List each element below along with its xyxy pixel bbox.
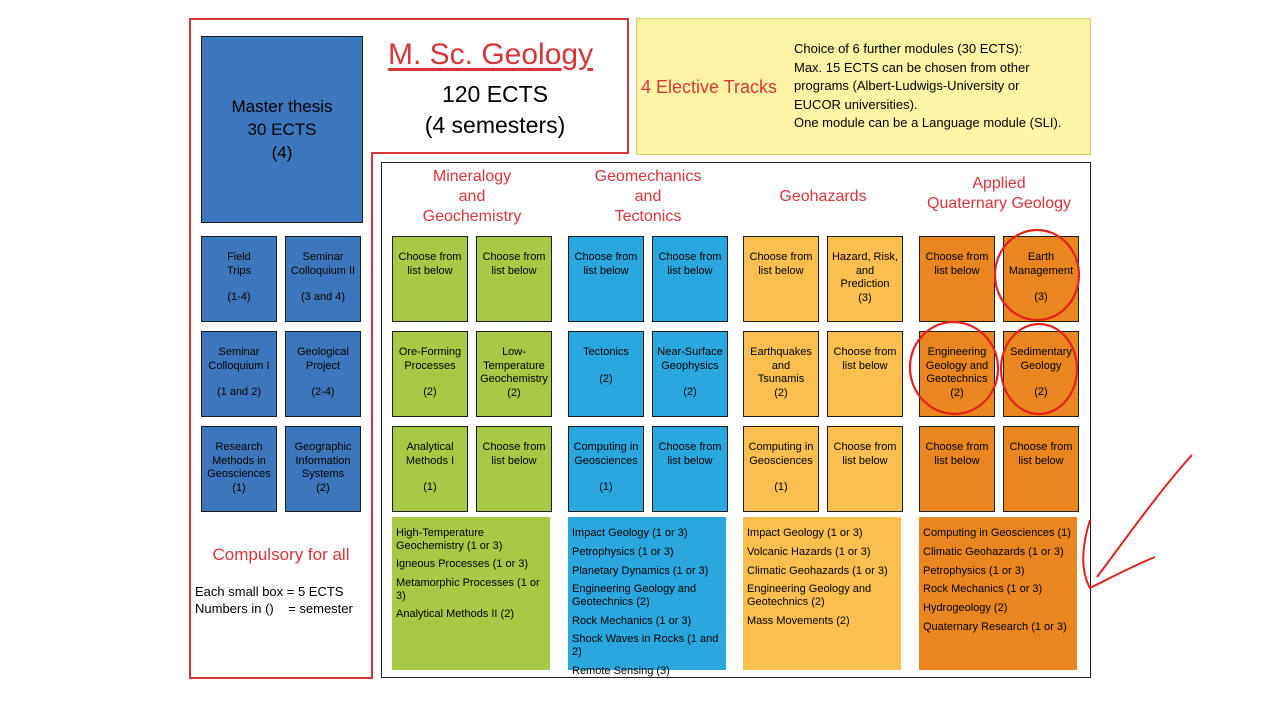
track-module-box xyxy=(743,331,819,417)
module-semester: (1) xyxy=(423,481,437,493)
module-name: Choose from list below xyxy=(574,251,638,277)
module-name: Choose from list below xyxy=(482,441,546,467)
module-semester: (3) xyxy=(858,291,872,304)
track-module-box xyxy=(476,331,552,417)
module-name: Choose from list below xyxy=(749,251,813,277)
list-item: Rock Mechanics (1 or 3) xyxy=(572,614,692,627)
list-item: Rock Mechanics (1 or 3) xyxy=(923,583,1043,596)
elective-line: Choice of 6 further modules (30 ECTS): xyxy=(794,41,1023,56)
elective-line: programs (Albert-Ludwigs-University or xyxy=(794,78,1020,93)
module-semester: (3) xyxy=(1034,291,1048,303)
module-name: Computing in Geosciences xyxy=(748,441,814,467)
module-name: Research Methods in Geosciences xyxy=(207,441,271,480)
compulsory-frame-divider xyxy=(371,152,629,154)
track-module-box xyxy=(919,426,995,512)
module-name: Hazard, Risk, and Prediction xyxy=(831,251,899,290)
module-semester: (2-4) xyxy=(311,386,335,398)
module-semester: (2) xyxy=(423,386,437,398)
elective-line: Max. 15 ECTS can be chosen from other xyxy=(794,59,1030,75)
module-name: Earthquakes and Tsunamis xyxy=(750,346,812,385)
list-item: Mass Movements (2) xyxy=(747,614,850,627)
track-module-box xyxy=(827,331,903,417)
module-name: Engineering Geology and Geotechnics xyxy=(925,346,989,385)
list-item: Igneous Processes (1 or 3) xyxy=(396,558,529,571)
thesis-ects: 30 ECTS xyxy=(247,120,317,139)
module-name: Seminar Colloquium I xyxy=(208,346,270,372)
track-module-box xyxy=(652,426,728,512)
track-module-box xyxy=(652,331,728,417)
legend-line: Each small box = 5 ECTS xyxy=(195,584,344,599)
track-title: Applied Quaternary Geology xyxy=(926,175,1072,212)
track-title: Mineralogy and Geochemistry xyxy=(422,168,522,225)
elective-title: 4 Elective Tracks xyxy=(641,77,778,97)
track-module-box xyxy=(1003,331,1079,417)
annotation-arrow-head xyxy=(1083,520,1155,588)
elective-description xyxy=(794,40,1061,133)
thesis-semester: (4) xyxy=(271,143,293,162)
module-semester: (2) xyxy=(507,386,521,399)
module-name: Sedimentary Geology xyxy=(1010,346,1072,372)
list-item: Petrophysics (1 or 3) xyxy=(572,545,674,558)
module-semester: (2) xyxy=(1034,386,1048,398)
list-item: Metamorphic Processes (1 or 3) xyxy=(396,577,540,602)
track-module-box xyxy=(827,426,903,512)
list-item: High-Temperature Geochemistry (1 or 3) xyxy=(396,527,503,552)
annotation-arrow-shaft xyxy=(1097,455,1192,577)
track-module-box xyxy=(919,331,995,417)
module-name: Tectonics xyxy=(583,346,629,358)
track-module-box xyxy=(743,236,819,322)
module-name: Computing in Geosciences xyxy=(573,441,639,467)
module-semester: (2) xyxy=(683,386,697,398)
module-name: Choose from list below xyxy=(658,441,722,467)
list-item: Hydrogeology (2) xyxy=(923,602,1008,615)
module-name: Choose from list below xyxy=(482,251,546,277)
list-item: Shock Waves in Rocks (1 and 2) xyxy=(572,633,719,658)
module-semester: (2) xyxy=(599,372,613,385)
module-name: Low- Temperature Geochemistry xyxy=(480,346,548,385)
program-title: M. Sc. Geology xyxy=(388,38,594,71)
module-semester: (1 and 2) xyxy=(216,386,262,398)
master-thesis-box xyxy=(201,36,363,223)
track-module-box xyxy=(652,236,728,322)
module-name: Ore-Forming Processes xyxy=(398,346,462,372)
module-name: Near-Surface Geophysics xyxy=(657,346,723,372)
list-item: Petrophysics (1 or 3) xyxy=(923,564,1025,577)
thesis-name: Master thesis xyxy=(231,97,333,116)
track-module-box xyxy=(568,236,644,322)
list-item: Impact Geology (1 or 3) xyxy=(747,527,863,539)
track-module-list xyxy=(568,517,726,677)
elective-info-box xyxy=(636,18,1091,155)
compulsory-module-box xyxy=(285,426,361,512)
track-module-box xyxy=(568,331,644,417)
track-title: Geohazards xyxy=(779,188,867,205)
compulsory-module-box xyxy=(201,331,277,417)
track-module-box xyxy=(392,236,468,322)
program-semesters: (4 semesters) xyxy=(424,112,566,138)
track-title: Geomechanics and Tectonics xyxy=(594,168,702,225)
list-item: Planetary Dynamics (1 or 3) xyxy=(572,564,709,577)
module-name: Choose from list below xyxy=(833,441,897,467)
module-semester: (2) xyxy=(774,386,788,399)
module-name: Seminar Colloquium II xyxy=(290,251,356,277)
module-semester: (1) xyxy=(232,481,246,494)
track-module-list xyxy=(392,517,550,670)
list-item: Engineering Geology and Geotechnics (2) xyxy=(747,583,872,608)
module-name: Earth Management xyxy=(1008,251,1074,277)
module-name: Choose from list below xyxy=(398,251,462,277)
compulsory-module-box xyxy=(285,236,361,322)
module-name: Choose from list below xyxy=(833,346,897,372)
program-ects xyxy=(380,79,610,141)
module-semester: (1) xyxy=(599,481,613,493)
track-module-list xyxy=(743,517,901,670)
module-semester: (2) xyxy=(950,386,964,399)
compulsory-module-box xyxy=(285,331,361,417)
list-item: Analytical Methods II (2) xyxy=(396,608,514,621)
track-module-box xyxy=(827,236,903,322)
list-item: Quaternary Research (1 or 3) xyxy=(923,620,1067,633)
track-module-box xyxy=(568,426,644,512)
module-semester: (1) xyxy=(774,481,788,493)
track-module-box xyxy=(476,236,552,322)
module-name: Choose from list below xyxy=(658,251,722,277)
module-semester: (2) xyxy=(316,481,330,494)
legend-line: Numbers in () = semester xyxy=(195,601,353,616)
legend xyxy=(195,583,353,617)
track-module-box xyxy=(392,426,468,512)
list-item: Engineering Geology and Geotechnics (2) xyxy=(572,583,697,608)
module-name: Choose from list below xyxy=(925,251,989,277)
module-name: Analytical Methods I xyxy=(405,441,455,467)
module-name: Choose from list below xyxy=(1009,441,1073,467)
list-item: Impact Geology (1 or 3) xyxy=(572,527,688,539)
compulsory-module-box xyxy=(201,236,277,322)
list-item: Computing in Geosciences (1) xyxy=(923,527,1071,539)
compulsory-module-box xyxy=(201,426,277,512)
module-name: Field Trips xyxy=(226,251,252,277)
track-module-list xyxy=(919,517,1077,670)
module-name: Geographic Information Systems xyxy=(294,441,352,480)
track-module-box xyxy=(1003,236,1079,322)
module-semester: (3 and 4) xyxy=(300,291,346,303)
track-module-box xyxy=(743,426,819,512)
track-module-box xyxy=(919,236,995,322)
list-item: Climatic Geohazards (1 or 3) xyxy=(923,545,1064,558)
program-ects-value: 120 ECTS xyxy=(441,81,549,107)
module-name: Geological Project xyxy=(297,346,349,372)
track-module-box xyxy=(392,331,468,417)
track-module-box xyxy=(1003,426,1079,512)
module-semester: (1-4) xyxy=(227,291,251,303)
module-name: Choose from list below xyxy=(925,441,989,467)
elective-line: One module can be a Language module (SLI). xyxy=(794,115,1062,130)
list-item: Volcanic Hazards (1 or 3) xyxy=(747,545,871,558)
compulsory-label: Compulsory for all xyxy=(212,545,350,564)
list-item: Climatic Geohazards (1 or 3) xyxy=(747,564,888,577)
list-item: Remote Sensing (3) xyxy=(572,664,670,677)
track-module-box xyxy=(476,426,552,512)
elective-line: EUCOR universities). xyxy=(794,96,918,112)
